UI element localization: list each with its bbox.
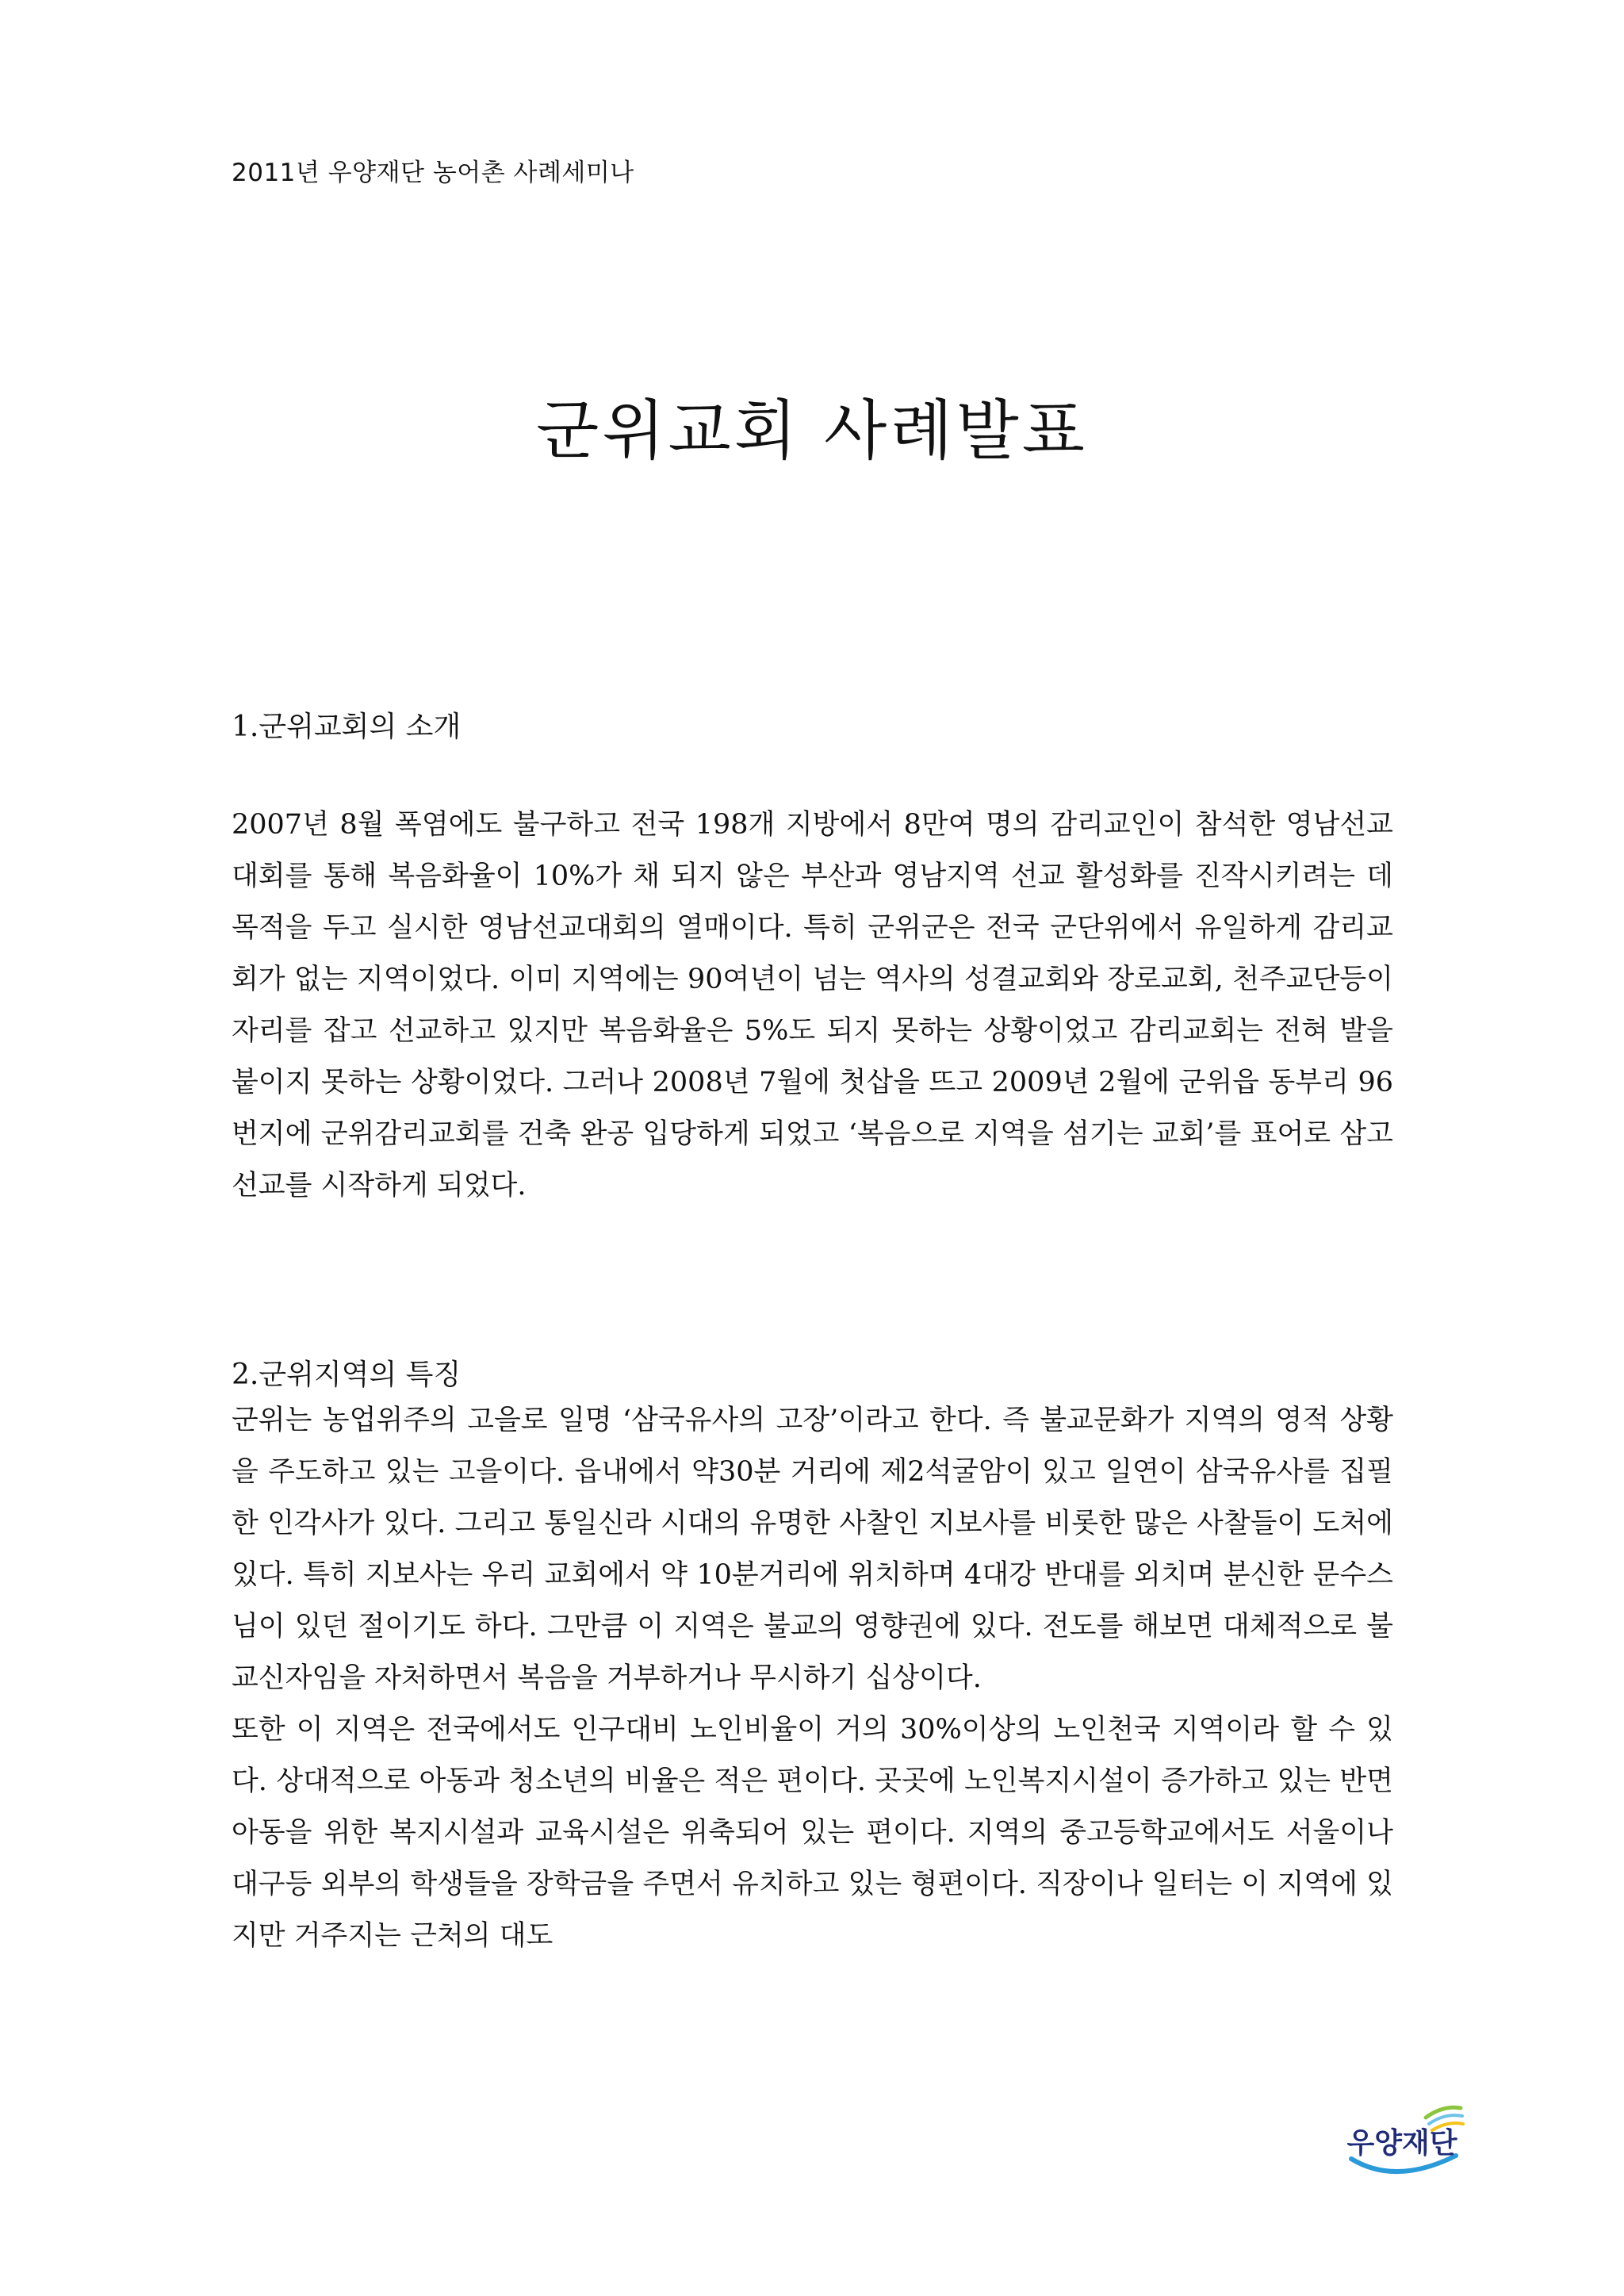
section-body-region-characteristics — [232, 1395, 1393, 1962]
header-note: 2011년 우양재단 농어촌 사례세미나 — [232, 159, 634, 187]
logo-text: 우양재단 — [1346, 2127, 1457, 2160]
wooyang-foundation-logo — [1340, 2100, 1467, 2179]
section-heading-introduction: 1.군위교회의 소개 — [232, 711, 462, 743]
document-title: 군위교회 사례발표 — [536, 393, 1088, 469]
section-heading-region-characteristics: 2.군위지역의 특징 — [232, 1359, 462, 1391]
paragraph: 2007년 8월 폭염에도 불구하고 전국 198개 지방에서 8만여 명의 감리교인이 참석한 영남선교대회를 통해 복음화율이 10%가 채 되지 않은 부산과 영남지역 선교 활성화를 진작시키려는 데 목적을 두고 실시한 영남선교대회의 열매이다. 특히 군위군은 전국 군단위에서 유일하게 감리교회가 없는 지역이었다. 이미 지역에는 90여년이 넘는 역사의 성결교회와 장로교회, 천주교단등이 자리를 잡고 선교하고 있지만 복음화율은 5%도 되지 못하는 상황이었고 감리교회는 전혀 발을 붙이지 못하는 상황이었다. 그러나 2008년 7월에 첫삽을 뜨고 2009년 2월에 군위읍 동부리 96번지에 군위감리교회를 건축 완공 입당하게 되었고 ‘복음으로 지역을 섬기는 교회’를 표어로 삼고 선교를 시작하게 되었다. — [232, 809, 1393, 1202]
paragraph: 또한 이 지역은 전국에서도 인구대비 노인비율이 거의 30%이상의 노인천국 지역이라 할 수 있다. 상대적으로 아동과 청소년의 비율은 적은 편이다. 곳곳에 노인복지시설이 증가하고 있는 반면 아동을 위한 복지시설과 교육시설은 위축되어 있는 편이다. 지역의 중고등학교에서도 서울이나 대구등 외부의 학생들을 장학금을 주면서 유치하고 있는 형편이다. 직장이나 일터는 이 지역에 있지만 거주지는 근처의 대도 — [232, 1714, 1393, 1952]
paragraph: 군위는 농업위주의 고을로 일명 ‘삼국유사의 고장’이라고 한다. 즉 불교문화가 지역의 영적 상황을 주도하고 있는 고을이다. 읍내에서 약30분 거리에 제2석굴암이 있고 일연이 삼국유사를 집필한 인각사가 있다. 그리고 통일신라 시대의 유명한 사찰인 지보사를 비롯한 많은 사찰들이 도처에 있다. 특히 지보사는 우리 교회에서 약 10분거리에 위치하며 4대강 반대를 외치며 분신한 문수스님이 있던 절이기도 하다. 그만큼 이 지역은 불교의 영향권에 있다. 전도를 해보면 대체적으로 불교신자임을 자처하면서 복음을 거부하거나 무시하기 십상이다. — [232, 1405, 1393, 1694]
section-body-introduction — [232, 799, 1393, 1212]
